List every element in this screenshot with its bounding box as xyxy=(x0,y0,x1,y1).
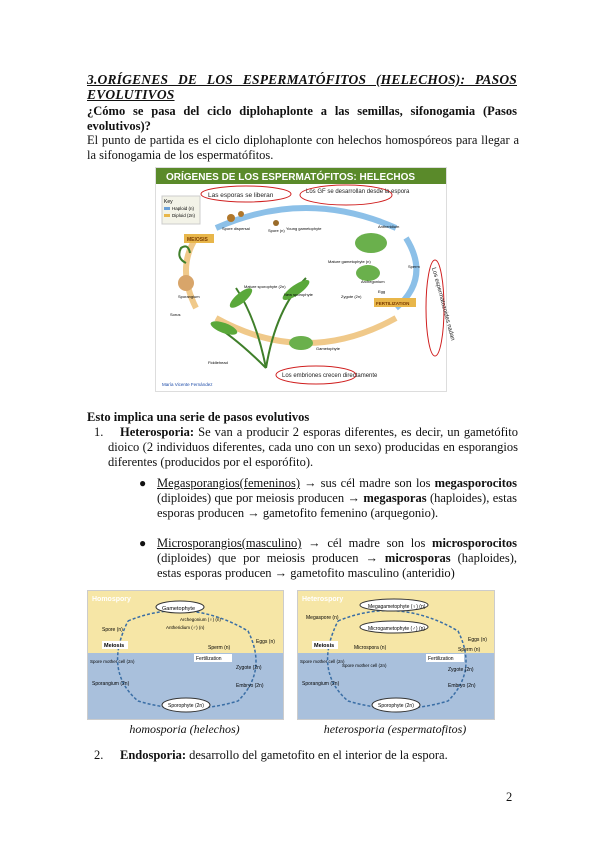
bullet-bold1: megasporocitos xyxy=(434,476,517,490)
bullet-term: Microsporangios(masculino) xyxy=(157,536,302,550)
fig2-label: Archegonium (♀) (n) xyxy=(180,617,221,622)
fig3-label: Microgametophyte (♂) (n) xyxy=(368,626,426,632)
bullet-term: Megasporangios(femeninos) xyxy=(157,476,301,490)
bullet-pre: → sus cél madre son los xyxy=(300,476,435,490)
fig3-label: Microspora (n) xyxy=(354,645,387,651)
item-number: 1. xyxy=(94,425,104,439)
bullet-megasporangios xyxy=(139,476,517,521)
fig3-title: Heterospory xyxy=(302,596,344,603)
key-label: Key xyxy=(164,199,173,205)
fig2-label: Fertilization xyxy=(196,656,222,662)
meiosis-label: MEIOSIS xyxy=(187,237,208,243)
fig3-label: Spore mother cell (2n) xyxy=(300,659,345,664)
fiddlehead-label: Fiddlehead xyxy=(208,360,228,365)
fig2-label: Sporangium (2n) xyxy=(92,681,130,687)
bullet-bold2: megasporas xyxy=(363,491,427,505)
bullet-mid: (diploides) que por meiosis producen → xyxy=(157,491,364,505)
annotation-3: Los espermatozoides nadan xyxy=(430,266,456,342)
author-credit: María Vicente Fernández xyxy=(162,382,213,387)
sperm-label: Sperm xyxy=(408,264,420,269)
haploid-swatch xyxy=(164,207,170,210)
item-number: 2. xyxy=(94,748,104,762)
fig2-label: Zygote (2n) xyxy=(236,665,262,671)
list-item-heterosporia xyxy=(94,425,518,470)
annotation-1: Las esporas se liberan xyxy=(208,192,274,199)
fig3-label: Spore mother cell (2n) xyxy=(342,663,387,668)
figure-banner: ORÍGENES DE LOS ESPERMATÓFITOS: HELECHOS xyxy=(166,172,416,183)
fig2-label: Meiosis xyxy=(104,643,125,649)
section-heading: 3.ORÍGENES DE LOS ESPERMATÓFITOS (HELECHOS): PASOS EVOLUTIVOS xyxy=(87,72,517,102)
implica-heading: Esto implica una serie de pasos evolutivos xyxy=(87,410,310,424)
spore-dispersal-label: Spore dispersal xyxy=(222,226,250,231)
haploid-arc-top xyxy=(216,208,396,228)
haploid-arc-right xyxy=(396,238,416,308)
diploid-label: Diploid (2n) xyxy=(172,213,196,218)
haploid-label: Haploid (n) xyxy=(172,206,195,211)
bullet-dot-icon: ● xyxy=(139,476,147,490)
fig3-label: Eggs (n) xyxy=(468,637,487,643)
fig3-label: Embryo (2n) xyxy=(448,683,476,689)
list-item-endosporia xyxy=(94,748,518,763)
fertilization-label: FERTILIZATION xyxy=(376,301,410,306)
fig2-label: Eggs (n) xyxy=(256,639,275,645)
sporangium-label: Sporangium xyxy=(178,294,200,299)
antheridium-label: Antheridium xyxy=(378,224,400,229)
fig2-label: Spore mother cell (2n) xyxy=(90,659,135,664)
fig3-label: Megaspore (n) xyxy=(306,615,339,621)
fig2-label: Sperm (n) xyxy=(208,645,231,651)
archegonium-label: Archegonium xyxy=(361,279,385,284)
fig2-title: Homospory xyxy=(92,596,131,603)
bullet-bold2: microsporas xyxy=(384,551,451,565)
fig3-label: Fertilization xyxy=(428,656,454,662)
sorus-label: Sorus xyxy=(170,312,181,317)
annotation-2: Los GF se desarrollan desde la espora xyxy=(306,189,410,195)
bullet-bold1: microsporocitos xyxy=(432,536,517,550)
heterospory-figure xyxy=(297,590,495,720)
item-text: desarrollo del gametofito en el interior de la espora. xyxy=(186,748,448,762)
bullet-post: (haploides), estas esporas producen → gametofito masculino (anteridio) xyxy=(157,551,518,580)
bullet-post: (haploides), estas esporas producen → gametofito femenino (arquegonio). xyxy=(157,491,517,520)
page-number: 2 xyxy=(506,790,513,804)
new-sporophyte-label: New sporophyte xyxy=(284,292,313,297)
annotation-4: Los embriones crecen directamente xyxy=(282,373,378,379)
question: ¿Cómo se pasa del ciclo diplohaplonte a las semillas, sifonogamia (Pasos evolutivos)? xyxy=(87,104,517,133)
bullet-pre: → cél madre son los xyxy=(301,536,433,550)
heterospory-caption: heterosporia (espermatofitos) xyxy=(323,722,467,736)
fig2-label: Embryo (2n) xyxy=(236,683,264,689)
annotation-ellipse-2 xyxy=(300,185,392,205)
bullet-microsporangios xyxy=(139,536,518,581)
bullet-mid: (diploides) que por meiosis producen → xyxy=(157,551,385,565)
fern-life-cycle-figure xyxy=(155,167,456,392)
homospory-caption: homosporia (helechos) xyxy=(129,722,240,736)
spore-label: Spore (n) xyxy=(268,228,285,233)
diploid-swatch xyxy=(164,214,170,217)
zygote-label: Zygote (2n) xyxy=(341,294,362,299)
fig3-label: Zygote (2n) xyxy=(448,667,474,673)
fig2-label: Spore (n) xyxy=(102,627,123,633)
item-term: Endosporia: xyxy=(120,748,186,762)
fig3-label: Sperm (n) xyxy=(458,647,481,653)
fig2-label: Gametophyte xyxy=(162,606,196,612)
fig2-label: Sporophyte (2n) xyxy=(168,703,204,709)
homospory-figure xyxy=(87,590,284,720)
fig3-label: Meiosis xyxy=(314,643,335,649)
fig3-label: Sporophyte (2n) xyxy=(378,703,414,709)
gametophyte-label: Gametophyte xyxy=(316,346,341,351)
item-text: Se van a producir 2 esporas diferentes, es decir, un gametófito dioico (2 individuos diferentes, cada uno con un sexo) producidas en esporangios diferentes (producidos por el esporófito). xyxy=(108,425,518,469)
bullet-dot-icon: ● xyxy=(139,536,147,550)
fig2-label: Antheridium (♂) (n) xyxy=(166,625,205,630)
young-gametophyte-label: Young gametophyte xyxy=(286,226,322,231)
fig3-label: Sporangium (2n) xyxy=(302,681,340,687)
egg-label: Egg xyxy=(378,289,386,294)
mature-sporophyte-label: Mature sporophyte (2n) xyxy=(244,284,286,289)
mature-gametophyte-label: Mature gametophyte (n) xyxy=(328,259,371,264)
intro-paragraph: El punto de partida es el ciclo diplohaplonte con helechos homospóreos para llegar a la sifonogamia de los espermatófitos. xyxy=(87,133,519,162)
item-term: Heterosporia: xyxy=(120,425,195,439)
fig3-label: Megagametophyte (♀) (n) xyxy=(368,604,426,610)
